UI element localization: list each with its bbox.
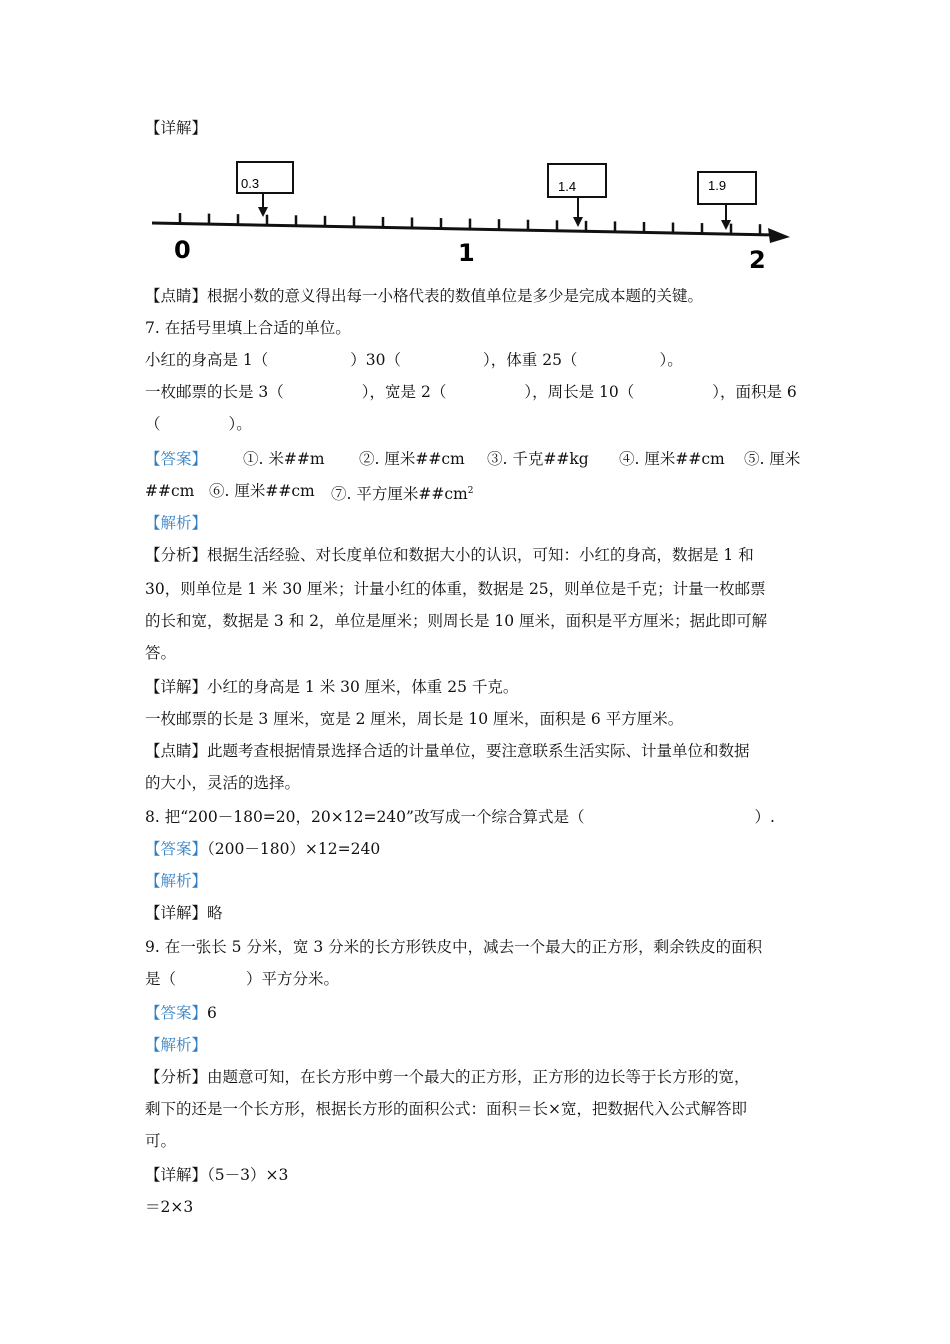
text: ）30（	[350, 351, 402, 369]
q7-analysis-2: 30，则单位是 1 米 30 厘米；计量小红的体重，数据是 25，则单位是千克；计量一枚邮票	[145, 580, 766, 598]
q8-answer	[145, 839, 380, 859]
answer-5-cont: ##cm	[145, 482, 195, 500]
q9-analysis-1: 【分析】由题意可知，在长方形中剪一个最大的正方形，正方形的边长等于长方形的宽，	[145, 1068, 750, 1086]
text: ）。	[228, 415, 252, 433]
q7-line2	[145, 382, 797, 402]
text: ）。	[659, 351, 683, 369]
q7-detail-1: 【详解】小红的身高是 1 米 30 厘米，体重 25 千克。	[145, 678, 519, 696]
text: ），宽是 2（	[361, 383, 447, 401]
number-line-ticks	[180, 213, 760, 235]
answer-label: 【答案】	[145, 1004, 208, 1022]
answer-1: ①. 米##m	[243, 450, 325, 468]
answer-6: ⑥. 厘米##cm	[209, 482, 315, 500]
box-label: 0.3	[241, 176, 260, 191]
text: ）.	[754, 808, 775, 826]
pointer-note: 【点睛】根据小数的意义得出每一小格代表的数值单位是多少是完成本题的关键。	[145, 287, 704, 305]
answer-7-text: ⑦. 平方厘米##cm	[331, 485, 468, 503]
answer-value: 6	[207, 1004, 217, 1022]
q9-analysis-3: 可。	[145, 1132, 177, 1150]
q7-title: 7. 在括号里填上合适的单位。	[145, 319, 351, 337]
answer-value: （200－180）×12=240	[207, 840, 381, 858]
q9-analysis-label: 【解析】	[145, 1036, 208, 1054]
text: ）平方分米。	[246, 970, 340, 988]
tick-label-0: 0	[174, 236, 191, 264]
text: （	[145, 415, 161, 433]
q9-title-2	[145, 969, 339, 989]
q7-pointer-1: 【点睛】此题考查根据情景选择合适的计量单位，要注意联系生活实际、计量单位和数据	[145, 742, 750, 760]
box-label: 1.4	[558, 179, 577, 194]
text: ），面积是 6	[712, 383, 797, 401]
answer-7-sup: 2	[467, 486, 474, 496]
q7-analysis-4: 答。	[145, 644, 177, 662]
tick-label-2: 2	[749, 246, 766, 273]
box-1.4	[548, 164, 606, 227]
text: ），周长是 10（	[524, 383, 635, 401]
q9-detail-1: 【详解】（5－3）×3	[145, 1166, 289, 1184]
q7-line1	[145, 350, 683, 370]
q8-title	[145, 807, 775, 827]
detail-heading: 【详解】	[145, 119, 208, 137]
q9-title-1: 9. 在一张长 5 分米，宽 3 分米的长方形铁皮中，减去一个最大的正方形，剩余铁皮的面积	[145, 938, 763, 956]
q9-answer	[145, 1003, 217, 1023]
q7-answer	[145, 449, 801, 469]
box-0.3	[237, 162, 293, 217]
box-label: 1.9	[708, 178, 727, 193]
number-line-figure	[140, 155, 800, 273]
q8-detail: 【详解】略	[145, 904, 223, 922]
q7-analysis-3: 的长和宽，数据是 3 和 2，单位是厘米；则周长是 10 厘米，面积是平方厘米；据此即可解	[145, 612, 768, 630]
text: ），体重 25（	[483, 351, 578, 369]
q9-detail-2: ＝2×3	[145, 1198, 194, 1216]
answer-7	[331, 481, 473, 504]
q7-line3	[145, 414, 252, 434]
q7-analysis-label: 【解析】	[145, 514, 208, 532]
text: 是（	[145, 970, 177, 988]
text: 小红的身高是 1（	[145, 351, 269, 369]
q7-pointer-2: 的大小，灵活的选择。	[145, 774, 301, 792]
arrowhead	[768, 228, 790, 243]
q8-analysis-label: 【解析】	[145, 872, 208, 890]
answer-2: ②. 厘米##cm	[359, 450, 465, 468]
tick-label-1: 1	[458, 239, 475, 267]
q7-detail-2: 一枚邮票的长是 3 厘米，宽是 2 厘米，周长是 10 厘米，面积是 6 平方厘米。	[145, 710, 684, 728]
q9-analysis-2: 剩下的还是一个长方形，根据长方形的面积公式：面积＝长×宽，把数据代入公式解答即	[145, 1100, 747, 1118]
answer-5: ⑤. 厘米	[744, 450, 801, 468]
answer-label: 【答案】	[145, 840, 208, 858]
box-1.9	[698, 172, 756, 230]
q7-answer-cont	[145, 481, 474, 503]
q7-analysis-1: 【分析】根据生活经验、对长度单位和数据大小的认识，可知：小红的身高，数据是 1 和	[145, 546, 754, 564]
text: 一枚邮票的长是 3（	[145, 383, 284, 401]
answer-3: ③. 千克##kg	[487, 450, 589, 468]
answer-label: 【答案】	[145, 450, 208, 468]
answer-4: ④. 厘米##cm	[619, 450, 725, 468]
text: 8. 把“200－180=20，20×12=240”改写成一个综合算式是（	[145, 808, 585, 826]
